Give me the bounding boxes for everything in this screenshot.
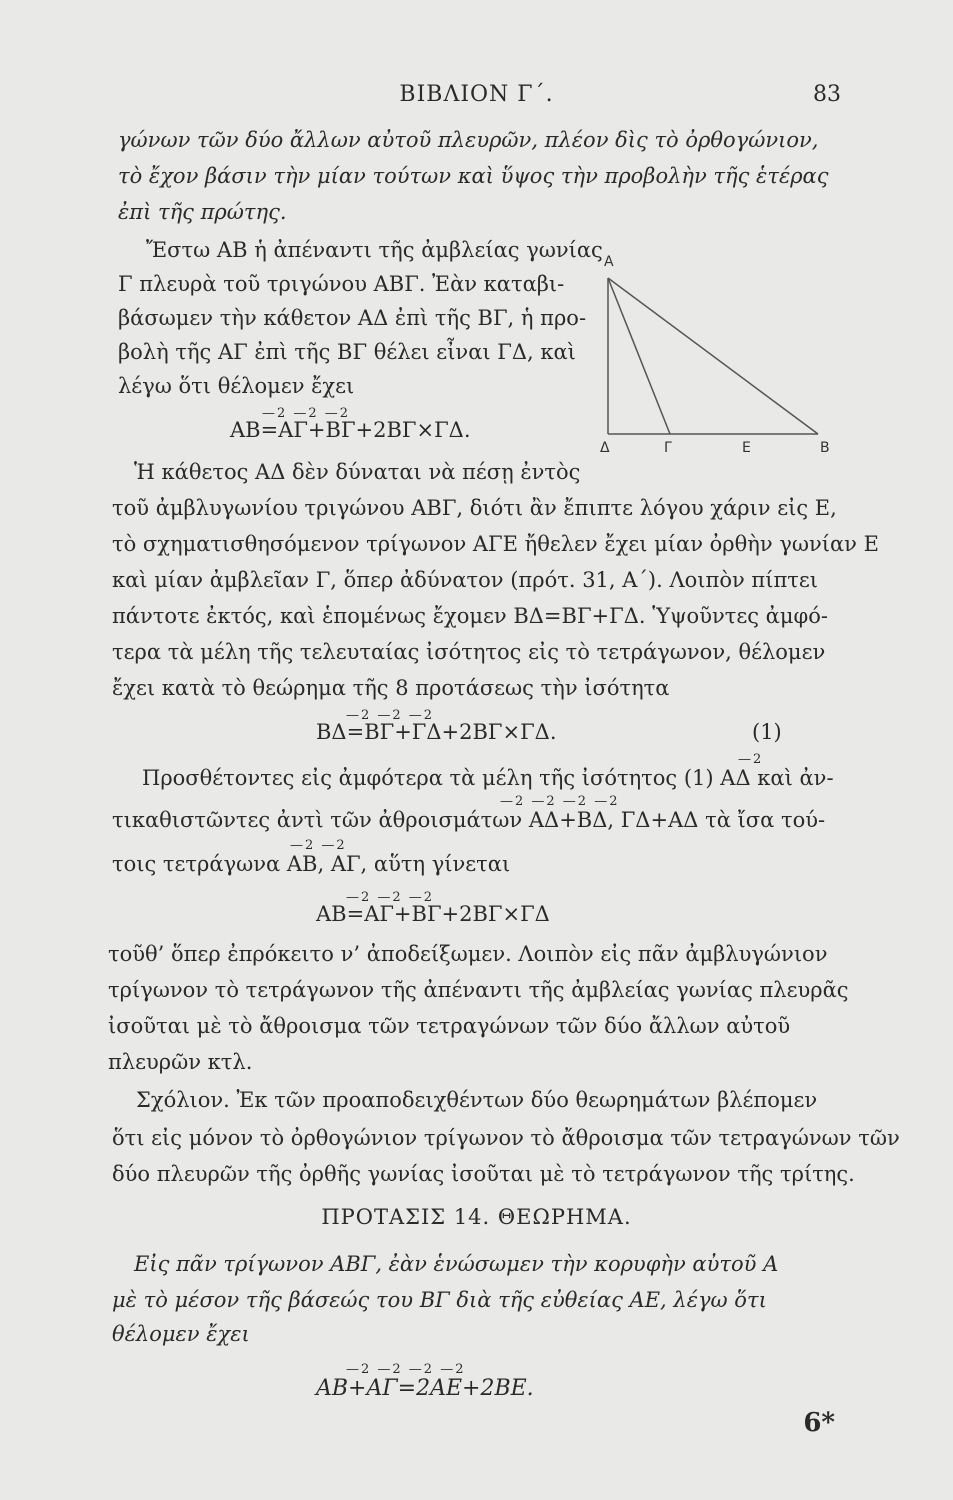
text-line: τοῦ ἀμβλυγωνίου τριγώνου ΑΒΓ, διότι ἂν ἔπιπτε λόγου χάριν εἰς Ε, — [112, 496, 837, 520]
figure-label-a: Α — [604, 254, 614, 270]
section-heading: ΠΡΟΤΑΣΙΣ 14. ΘΕΩΡΗΜΑ. — [321, 1205, 632, 1229]
equation-3: ΑΒ=ΑΓ+ΒΓ+2ΒΓ×ΓΔ — [316, 902, 550, 926]
squared-bars: —2 —2 —2 — [346, 890, 435, 905]
text-line: Ἡ κάθετος ΑΔ δὲν δύναται νὰ πέσῃ ἐντὸς — [134, 460, 581, 484]
text-line: ἐπὶ τῆς πρώτης. — [118, 200, 287, 224]
text-line: βολὴ τῆς ΑΓ ἐπὶ τῆς ΒΓ θέλει εἶναι ΓΔ, καὶ — [118, 340, 576, 364]
text-line: Γ πλευρὰ τοῦ τριγώνου ΑΒΓ. Ἐὰν καταβι- — [118, 272, 565, 296]
text-line: δύο πλευρῶν τῆς ὀρθῆς γωνίας ἰσοῦται μὲ τὸ τετράγωνον τῆς τρίτης. — [112, 1162, 855, 1186]
squared-bars: —2 —2 —2 — [346, 708, 435, 723]
page-number: 83 — [813, 82, 841, 107]
triangle-figure — [590, 256, 840, 452]
text-line: τρίγωνον τὸ τετράγωνον τῆς ἀπέναντι τῆς ἀμβλείας γωνίας πλευρᾶς — [108, 978, 849, 1002]
text-line: πλευρῶν κτλ. — [108, 1050, 253, 1074]
text-line: μὲ τὸ μέσον τῆς βάσεώς του ΒΓ διὰ τῆς εὐθείας ΑΕ, λέγω ὅτι — [112, 1288, 767, 1312]
figure-label-e: Ε — [742, 440, 751, 456]
text-line: λέγω ὅτι θέλομεν ἔχει — [118, 374, 355, 398]
figure-label-g: Γ — [664, 440, 672, 456]
text-line: τὸ σχηματισθησόμενον τρίγωνον ΑΓΕ ἤθελεν ἔχει μίαν ὀρθὴν γωνίαν Ε — [112, 532, 879, 556]
equation-2-label: (1) — [752, 720, 782, 744]
equation-1: ΑΒ=ΑΓ+ΒΓ+2ΒΓ×ΓΔ. — [230, 418, 471, 442]
text-line: Σχόλιον. Ἐκ τῶν προαποδειχθέντων δύο θεωρημάτων βλέπομεν — [136, 1088, 818, 1112]
header-title: ΒΙΒΛΙΟΝ Γ΄. — [399, 82, 554, 107]
text-line: τοις τετράγωνα ΑΒ, ΑΓ, αὕτη γίνεται — [112, 852, 511, 876]
text-line: Προσθέτοντες εἰς ἀμφότερα τὰ μέλη τῆς ἰσότητος (1) ΑΔ καὶ ἀν- — [142, 766, 834, 790]
text-line: Ἔστω ΑΒ ἡ ἀπέναντι τῆς ἀμβλείας γωνίας — [146, 238, 603, 262]
text-line: θέλομεν ἔχει — [112, 1322, 250, 1346]
text-line: βάσωμεν τὴν κάθετον ΑΔ ἐπὶ τῆς ΒΓ, ἡ προ- — [118, 306, 587, 330]
squared-bars: —2 —2 —2 —2 — [500, 794, 620, 809]
figure-label-b: Β — [820, 440, 830, 456]
text-line: καὶ μίαν ἀμβλεῖαν Γ, ὅπερ ἀδύνατον (πρότ. 31, Α΄). Λοιπὸν πίπτει — [112, 568, 818, 592]
text-line: τερα τὰ μέλη τῆς τελευταίας ἰσότητος εἰς τὸ τετράγωνον, θέλομεν — [112, 640, 826, 664]
squared-bar-ad: —2 — [738, 752, 764, 767]
text-line: τικαθιστῶντες ἀντὶ τῶν ἀθροισμάτων ΑΔ+ΒΔ, ΓΔ+ΑΔ τὰ ἴσα τού- — [112, 808, 826, 832]
equation-4: ΑΒ+ΑΓ=2ΑΕ+2ΒΕ. — [316, 1376, 534, 1401]
text-line: γώνων τῶν δύο ἄλλων αὐτοῦ πλευρῶν, πλέον δὶς τὸ ὀρθογώνιον, — [118, 128, 819, 152]
equation-2: ΒΔ=ΒΓ+ΓΔ+2ΒΓ×ΓΔ. — [316, 720, 557, 744]
text-line: τοῦθ’ ὅπερ ἐπρόκειτο ν’ ἀποδείξωμεν. Λοιπὸν εἰς πᾶν ἀμβλυγώνιον — [108, 942, 828, 966]
squared-bars: —2 —2 —2 —2 — [346, 1362, 466, 1377]
text-line: ὅτι εἰς μόνον τὸ ὀρθογώνιον τρίγωνον τὸ ἄθροισμα τῶν τετραγώνων τῶν — [112, 1126, 900, 1150]
text-line: πάντοτε ἐκτός, καὶ ἑπομένως ἔχομεν ΒΔ=ΒΓ+ΓΔ. Ὑψοῦντες ἀμφό- — [112, 604, 828, 628]
squared-bars: —2 —2 —2 — [262, 406, 351, 421]
text-line: τὸ ἔχον βάσιν τὴν μίαν τούτων καὶ ὕψος τὴν προβολὴν τῆς ἑτέρας — [118, 164, 829, 188]
text-line: ἔχει κατὰ τὸ θεώρημα τῆς 8 προτάσεως τὴν ἰσότητα — [112, 676, 670, 700]
signature-mark: 6* — [803, 1408, 835, 1438]
running-header — [0, 82, 953, 112]
text-line: Εἰς πᾶν τρίγωνον ΑΒΓ, ἐὰν ἑνώσωμεν τὴν κορυφὴν αὐτοῦ Α — [134, 1252, 779, 1276]
text-line: ἰσοῦται μὲ τὸ ἄθροισμα τῶν τετραγώνων τῶν δύο ἄλλων αὐτοῦ — [108, 1014, 791, 1038]
figure-label-d: Δ — [600, 440, 610, 456]
squared-bars: —2 —2 — [290, 838, 347, 853]
